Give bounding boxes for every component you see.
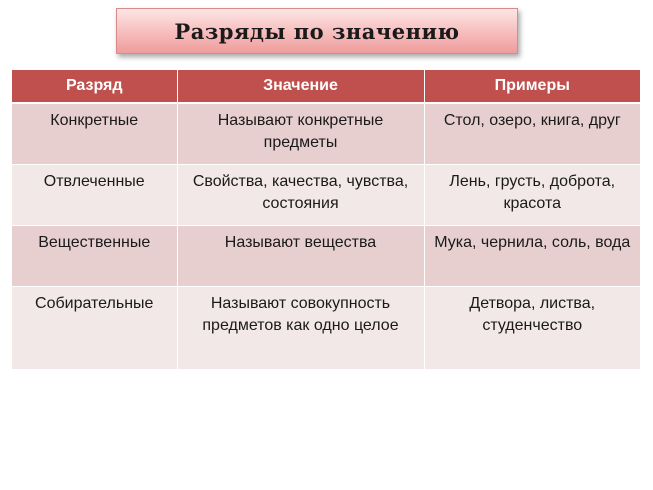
table-row <box>12 103 640 165</box>
table-row <box>12 287 640 370</box>
cell-category: Вещественные <box>12 226 177 287</box>
table-row <box>12 226 640 287</box>
table-header-row <box>12 70 640 103</box>
cell-meaning: Называют совокупность предметов как одно целое <box>177 287 424 370</box>
cell-examples: Стол, озеро, книга, друг <box>424 103 640 165</box>
cell-meaning: Называют конкретные предметы <box>177 103 424 165</box>
cell-category: Отвлеченные <box>12 165 177 226</box>
slide-title: Разряды по значению <box>174 18 460 44</box>
cell-meaning: Свойства, качества, чувства, состояния <box>177 165 424 226</box>
cell-category: Конкретные <box>12 103 177 165</box>
cell-examples: Детвора, листва, студенчество <box>424 287 640 370</box>
cell-examples: Мука, чернила, соль, вода <box>424 226 640 287</box>
header-meaning: Значение <box>177 70 424 103</box>
cell-category: Собирательные <box>12 287 177 370</box>
cell-meaning: Называют вещества <box>177 226 424 287</box>
header-examples: Примеры <box>424 70 640 103</box>
table-row <box>12 165 640 226</box>
header-category: Разряд <box>12 70 177 103</box>
slide-title-box <box>116 8 518 54</box>
cell-examples: Лень, грусть, доброта, красота <box>424 165 640 226</box>
categories-table <box>12 70 640 369</box>
